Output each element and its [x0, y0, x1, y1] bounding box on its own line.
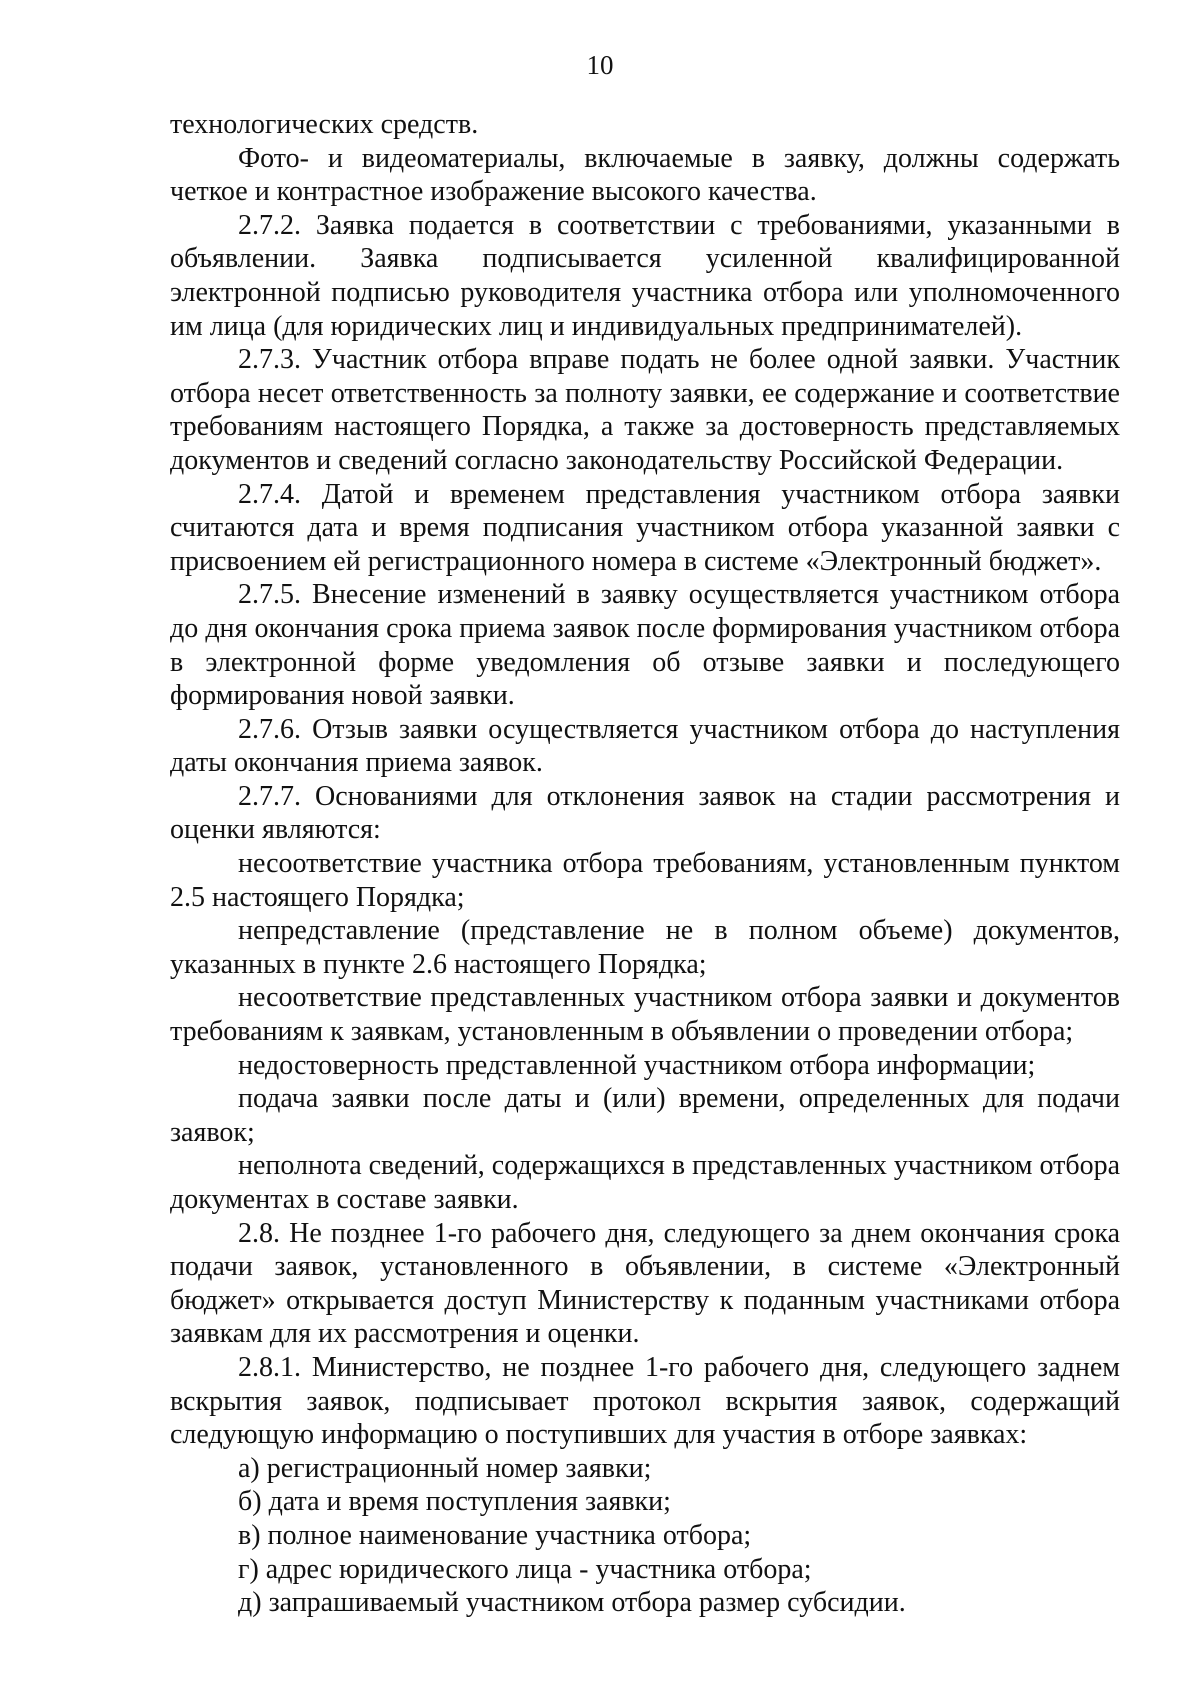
- rejection-reason-item: несоответствие участника отбора требованиям, установленным пунктом 2.5 настоящего Порядка;: [170, 848, 1120, 913]
- protocol-info-item: г) адрес юридического лица - участника отбора;: [238, 1553, 812, 1585]
- paragraph-2-7-3: 2.7.3. Участник отбора вправе подать не более одной заявки. Участник отбора несет ответственность за полноту заявки, ее содержание и соответствие требованиям настоящего Порядка, а также за достоверность представляемых документов и сведений согласно законодательству Российской Федерации.: [170, 344, 1120, 476]
- paragraph-2-7-6: 2.7.6. Отзыв заявки осуществляется участником отбора до наступления даты окончания приема заявок.: [170, 713, 1120, 779]
- page-number: 10: [586, 50, 614, 80]
- paragraph-2-7-4: 2.7.4. Датой и временем представления участником отбора заявки считаются дата и время подписания участником отбора указанной заявки с присвоением ей регистрационного номера в системе «Электронный бюджет».: [170, 478, 1120, 577]
- rejection-reason-item: несоответствие представленных участником отбора заявки и документов требованиям к заявкам, установленным в объявлении о проведении отбора;: [170, 982, 1120, 1048]
- protocol-info-item: д) запрашиваемый участником отбора размер субсидии.: [238, 1587, 906, 1619]
- rejection-reason-item: непредставление (представление не в полном объеме) документов, указанных в пункте 2.6 настоящего Порядка;: [170, 915, 1120, 980]
- rejection-reason-item: неполнота сведений, содержащихся в представленных участником отбора документах в составе заявки.: [170, 1150, 1120, 1215]
- document-body: [170, 108, 1120, 1620]
- paragraph-2-8: 2.8. Не позднее 1-го рабочего дня, следующего за днем окончания срока подачи заявок, установленного в объявлении, в системе «Электронный бюджет» открывается доступ Министерству к поданным участниками отбора заявкам для их рассмотрения и оценки.: [170, 1217, 1120, 1350]
- protocol-info-item: б) дата и время поступления заявки;: [238, 1486, 671, 1518]
- paragraph-2-7-2: 2.7.2. Заявка подается в соответствии с требованиями, указанными в объявлении. Заявка подписывается усиленной квалифицированной электронной подписью руководителя участника отбора или уполномоченного им лица (для юридических лиц и индивидуальных предпринимателей).: [170, 209, 1120, 342]
- rejection-reason-item: подача заявки после даты и (или) времени, определенных для подачи заявок;: [170, 1083, 1120, 1148]
- rejection-reason-item: недостоверность представленной участником отбора информации;: [238, 1049, 1036, 1081]
- paragraph-continuation: технологических средств.: [170, 109, 479, 140]
- paragraph-2-8-1: 2.8.1. Министерство, не позднее 1-го рабочего дня, следующего заднем вскрытия заявок, подписывает протокол вскрытия заявок, содержащий следующую информацию о поступивших для участия в отборе заявках:: [170, 1351, 1120, 1451]
- protocol-info-item: в) полное наименование участника отбора;: [238, 1519, 752, 1551]
- paragraph-photo-video: Фото- и видеоматериалы, включаемые в заявку, должны содержать четкое и контрастное изображение высокого качества.: [170, 142, 1120, 208]
- paragraph-2-7-7: 2.7.7. Основаниями для отклонения заявок на стадии рассмотрения и оценки являются:: [170, 780, 1120, 846]
- protocol-info-item: а) регистрационный номер заявки;: [238, 1452, 652, 1484]
- paragraph-2-7-5: 2.7.5. Внесение изменений в заявку осуществляется участником отбора до дня окончания срока приема заявок после формирования участником отбора в электронной форме уведомления об отзыве заявки и последующего формирования новой заявки.: [170, 579, 1120, 712]
